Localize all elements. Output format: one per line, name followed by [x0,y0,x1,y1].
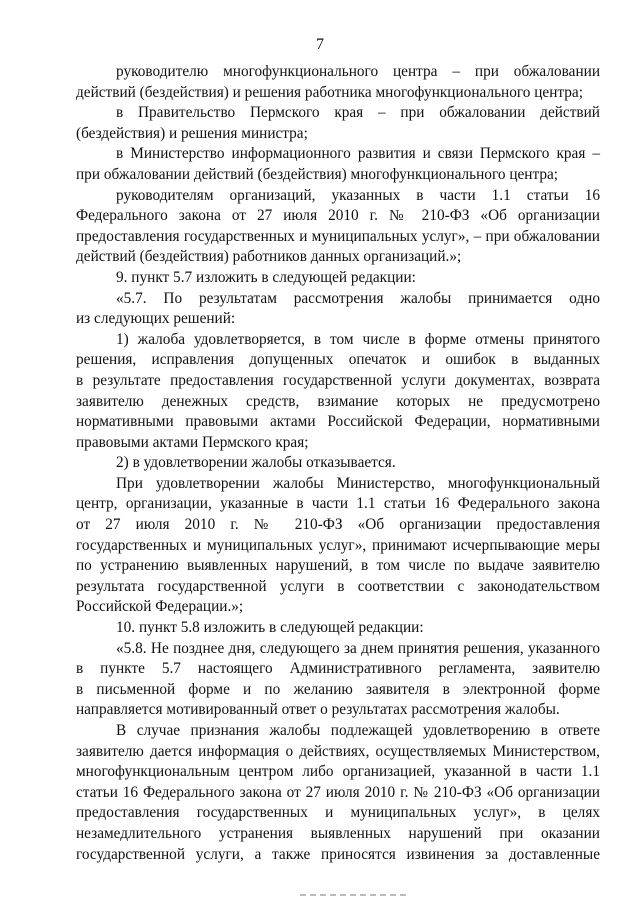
text-line: действий (бездействия) и решения работника многофункционального центра; [76,83,583,101]
text-line: «5.7. По результатам рассмотрения жалобы принимается одно [116,289,600,307]
text-line: При удовлетворении жалобы Министерство, многофункциональный [116,474,600,492]
text-line: государственных и муниципальных услуг», принимают исчерпывающие меры [76,536,600,554]
text-line: руководителям организаций, указанных в части 1.1 статьи 16 [116,186,600,204]
text-line: в Правительство Пермского края – при обжаловании действий [116,104,600,122]
text-line: Российской Федерации.»; [76,598,244,616]
scan-artifact [300,894,410,896]
text-line: 1) жалоба удовлетворяется, в том числе в форме отмены принятого [116,330,600,348]
text-line: при обжаловании действий (бездействия) многофункционального центра; [76,165,559,183]
text-line: 2) в удовлетворении жалобы отказывается. [116,454,396,472]
text-line: в Министерство информационного развития и связи Пермского края – [116,145,600,163]
text-line: из следующих решений: [76,310,236,328]
text-line: направляется мотивированный ответ о результатах рассмотрения жалобы. [76,701,560,719]
text-line: статьи 16 Федерального закона от 27 июля 2010 г. № 210-ФЗ «Об организации [76,783,600,801]
text-line: 9. пункт 5.7 изложить в следующей редакции: [116,268,416,286]
text-line: В случае признания жалобы подлежащей удовлетворению в ответе [116,722,600,739]
text-line: результата государственной услуги в соответствии с законодательством [76,577,600,595]
text-line: заявителю дается информация о действиях, осуществляемых Министерством, [76,742,600,760]
text-line: от 27 июля 2010 г. № 210-ФЗ «Об организации предоставления [76,516,600,534]
text-line: центр, организации, указанные в части 1.1 статьи 16 Федерального закона [76,495,600,513]
text-line: «5.8. Не позднее дня, следующего за днем принятия решения, указанного [116,639,600,657]
text-line: нормативными правовыми актами Российской Федерации, нормативными [76,413,600,431]
text-line: предоставления государственных и муниципальных услуг», в целях [76,804,600,822]
text-line: (бездействия) и решения министра; [76,124,308,142]
text-line: Федерального закона от 27 июля 2010 г. № 210-ФЗ «Об организации [76,207,600,225]
text-line: многофункциональным центром либо организацией, указанной в части 1.1 [76,763,600,781]
text-line: в письменной форме и по желанию заявителя в электронной форме [76,680,600,698]
page-number: 7 [316,36,324,53]
text-line: действий (бездействия) работников данных организаций.»; [76,248,462,266]
text-line: по устранению выявленных нарушений, в том числе по выдаче заявителю [76,557,600,575]
text-line: государственной услуги, а также приносятся извинения за доставленные [76,845,600,863]
text-line: предоставления государственных и муниципальных услуг», – при обжаловании [76,227,600,245]
text-line: 10. пункт 5.8 изложить в следующей редакции: [116,619,424,637]
text-line: правовыми актами Пермского края; [76,433,309,451]
text-line: в результате предоставления государственной услуги документах, возврата [76,371,600,389]
text-line: заявителю денежных средств, взимание которых не предусмотрено [76,392,600,410]
text-line: руководителю многофункционального центра – при обжаловании [116,63,600,80]
text-line: в пункте 5.7 настоящего Административного регламента, заявителю [76,660,600,678]
text-line: решения, исправления допущенных опечаток и ошибок в выданных [76,351,600,369]
document-body [76,62,600,865]
text-line: незамедлительного устранения выявленных нарушений при оказании [76,824,600,842]
